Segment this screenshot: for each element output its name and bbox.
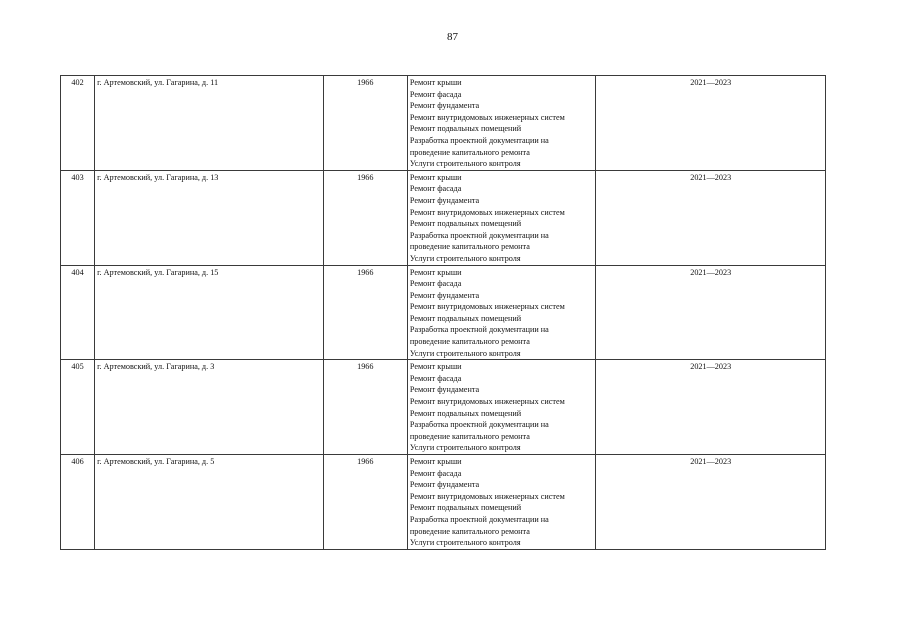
- table-row: [61, 265, 826, 360]
- work-item: Ремонт фундамента: [409, 385, 480, 395]
- work-item: Ремонт крыши: [409, 457, 462, 466]
- work-item: Ремонт подвальных помещений: [409, 503, 522, 513]
- work-item: проведение капитального ремонта: [409, 147, 530, 157]
- table-row: [61, 76, 826, 171]
- work-item: Ремонт фасада: [409, 279, 462, 289]
- period-cell: 2021—2023: [596, 360, 826, 455]
- address-cell: г. Артемовский, ул. Гагарина, д. 3: [95, 360, 324, 455]
- work-item: Услуги строительного контроля: [409, 253, 521, 263]
- works-cell: [407, 170, 595, 265]
- work-item: Ремонт фундамента: [409, 480, 480, 490]
- work-item: Ремонт внутридомовых инженерных систем: [409, 397, 565, 407]
- work-item: Ремонт фундамента: [409, 101, 480, 111]
- work-item: Ремонт фундамента: [409, 290, 480, 300]
- work-item: проведение капитального ремонта: [409, 526, 530, 536]
- address-cell: г. Артемовский, ул. Гагарина, д. 15: [95, 265, 324, 360]
- year-cell: 1966: [323, 170, 407, 265]
- year-cell: 1966: [323, 76, 407, 171]
- page-number: 87: [447, 31, 458, 43]
- period-cell: 2021—2023: [596, 170, 826, 265]
- address-cell: г. Артемовский, ул. Гагарина, д. 13: [95, 170, 324, 265]
- work-item: Ремонт подвальных помещений: [409, 219, 522, 229]
- work-item: Ремонт подвальных помещений: [409, 313, 522, 323]
- work-item: Ремонт подвальных помещений: [409, 124, 522, 134]
- row-number-cell: 402: [61, 76, 95, 171]
- work-item: Ремонт крыши: [409, 172, 462, 182]
- row-number-cell: 405: [61, 360, 95, 455]
- work-item: Ремонт крыши: [409, 362, 462, 372]
- works-cell: [407, 455, 595, 550]
- work-item: Ремонт внутридомовых инженерных систем: [409, 491, 565, 501]
- work-item: Ремонт крыши: [409, 78, 462, 87]
- period-cell: 2021—2023: [596, 76, 826, 171]
- work-item: Разработка проектной документации на: [409, 420, 549, 430]
- work-item: Услуги строительного контроля: [409, 538, 521, 548]
- work-item: Ремонт внутридомовых инженерных систем: [409, 302, 565, 312]
- work-item: проведение капитального ремонта: [409, 431, 530, 441]
- work-item: Разработка проектной документации на: [409, 325, 549, 335]
- period-cell: 2021—2023: [596, 265, 826, 360]
- table-body: [61, 76, 826, 550]
- row-number-cell: 403: [61, 170, 95, 265]
- table-row: [61, 455, 826, 550]
- work-item: Ремонт фасада: [409, 373, 462, 383]
- year-cell: 1966: [323, 360, 407, 455]
- work-item: Разработка проектной документации на: [409, 135, 549, 145]
- work-item: Услуги строительного контроля: [409, 348, 521, 358]
- work-item: Ремонт фасада: [409, 89, 462, 99]
- works-cell: [407, 265, 595, 360]
- work-item: Ремонт подвальных помещений: [409, 408, 522, 418]
- work-item: проведение капитального ремонта: [409, 242, 530, 252]
- works-cell: [407, 360, 595, 455]
- address-cell: г. Артемовский, ул. Гагарина, д. 5: [95, 455, 324, 550]
- work-item: проведение капитального ремонта: [409, 337, 530, 347]
- work-item: Ремонт фасада: [409, 468, 462, 478]
- work-item: Ремонт внутридомовых инженерных систем: [409, 207, 565, 217]
- work-item: Ремонт фасада: [409, 184, 462, 194]
- row-number-cell: 404: [61, 265, 95, 360]
- work-item: Разработка проектной документации на: [409, 514, 549, 524]
- work-item: Ремонт внутридомовых инженерных систем: [409, 112, 565, 122]
- work-item: Ремонт фундамента: [409, 195, 480, 205]
- table-row: [61, 170, 826, 265]
- work-item: Разработка проектной документации на: [409, 230, 549, 240]
- period-cell: 2021—2023: [596, 455, 826, 550]
- year-cell: 1966: [323, 265, 407, 360]
- table-row: [61, 360, 826, 455]
- year-cell: 1966: [323, 455, 407, 550]
- address-cell: г. Артемовский, ул. Гагарина, д. 11: [95, 76, 324, 171]
- repair-register-table: [60, 75, 826, 550]
- works-cell: [407, 76, 595, 171]
- work-item: Услуги строительного контроля: [409, 443, 521, 453]
- work-item: Услуги строительного контроля: [409, 159, 521, 169]
- work-item: Ремонт крыши: [409, 267, 462, 277]
- row-number-cell: 406: [61, 455, 95, 550]
